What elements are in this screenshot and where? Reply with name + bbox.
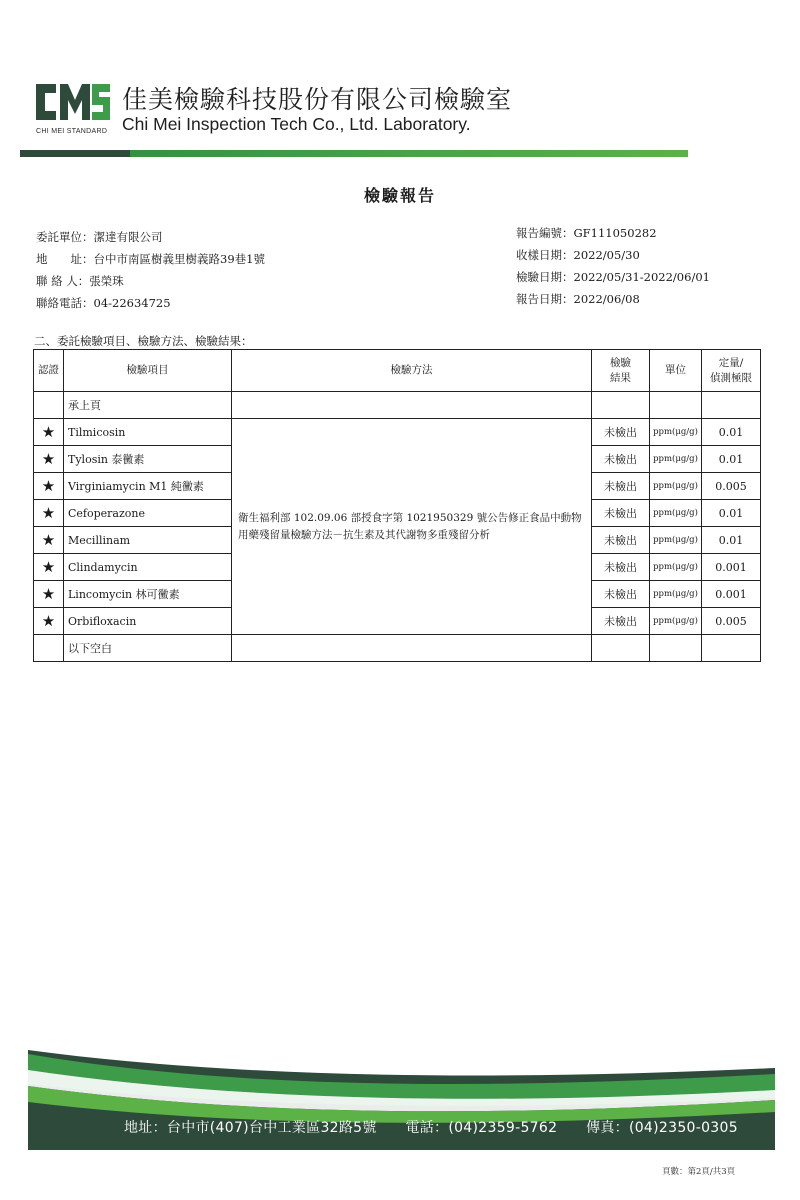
logo-subtitle: CHI MEI STANDARD <box>36 128 108 135</box>
test-date: 檢驗日期：2022/05/31-2022/06/01 <box>516 270 710 284</box>
continued-label: 承上頁 <box>64 392 232 419</box>
footer-address: 地址：台中市(407)台中工業區32路5號 <box>124 1120 377 1136</box>
detection-limit: 0.005 <box>702 473 761 500</box>
company-logo-icon <box>34 78 112 126</box>
footer-phone: 電話：(04)2359-5762 <box>405 1120 558 1136</box>
test-unit: ppm(μg/g) <box>650 419 702 446</box>
company-name-english: Chi Mei Inspection Tech Co., Ltd. Laboratory. <box>122 114 471 134</box>
test-result: 未檢出 <box>592 419 650 446</box>
test-item: Clindamycin <box>64 554 232 581</box>
client-phone: 聯絡電話：04-22634725 <box>36 296 171 310</box>
test-result: 未檢出 <box>592 608 650 635</box>
test-item: Tylosin 泰黴素 <box>64 446 232 473</box>
header-unit: 單位 <box>650 350 702 392</box>
detection-limit: 0.001 <box>702 581 761 608</box>
test-unit: ppm(μg/g) <box>650 527 702 554</box>
header-limit: 定量/ 偵測極限 <box>702 350 761 392</box>
report-info <box>516 222 710 310</box>
detection-limit: 0.01 <box>702 527 761 554</box>
header-result: 檢驗 結果 <box>592 350 650 392</box>
detection-limit: 0.001 <box>702 554 761 581</box>
test-unit: ppm(μg/g) <box>650 500 702 527</box>
test-item: Tilmicosin <box>64 419 232 446</box>
header-cert: 認證 <box>34 350 64 392</box>
test-item: Virginiamycin M1 純黴素 <box>64 473 232 500</box>
accreditation-star-icon: ★ <box>34 446 64 473</box>
test-item: Mecillinam <box>64 527 232 554</box>
detection-limit: 0.005 <box>702 608 761 635</box>
results-table <box>33 349 761 662</box>
test-unit: ppm(μg/g) <box>650 473 702 500</box>
client-address: 地 址：台中市南區樹義里樹義路39巷1號 <box>36 252 265 266</box>
table-row <box>34 419 761 446</box>
footer-contact <box>124 1117 762 1137</box>
test-result: 未檢出 <box>592 500 650 527</box>
test-unit: ppm(μg/g) <box>650 608 702 635</box>
accreditation-star-icon: ★ <box>34 527 64 554</box>
report-title: 檢驗報告 <box>363 186 436 205</box>
test-unit: ppm(μg/g) <box>650 446 702 473</box>
test-result: 未檢出 <box>592 527 650 554</box>
test-result: 未檢出 <box>592 554 650 581</box>
test-method: 衛生福利部 102.09.06 部授食字第 1021950329 號公告修正食品中動物用藥殘留量檢驗方法－抗生素及其代謝物多重殘留分析 <box>232 419 592 635</box>
test-result: 未檢出 <box>592 581 650 608</box>
report-number: 報告編號：GF111050282 <box>516 226 657 240</box>
accreditation-star-icon: ★ <box>34 554 64 581</box>
end-label: 以下空白 <box>64 635 232 662</box>
test-result: 未檢出 <box>592 446 650 473</box>
accreditation-star-icon: ★ <box>34 500 64 527</box>
client-unit: 委託單位：潔達有限公司 <box>36 230 163 244</box>
test-item: Cefoperazone <box>64 500 232 527</box>
accreditation-star-icon: ★ <box>34 581 64 608</box>
client-contact: 聯 絡 人：張榮珠 <box>36 274 124 288</box>
footer-fax: 傳真：(04)2350-0305 <box>586 1120 738 1136</box>
accreditation-star-icon: ★ <box>34 419 64 446</box>
client-info <box>36 226 265 314</box>
received-date: 收樣日期：2022/05/30 <box>516 248 640 262</box>
header-method: 檢驗方法 <box>232 350 592 392</box>
test-unit: ppm(μg/g) <box>650 581 702 608</box>
section-title: 二、委託檢驗項目、檢驗方法、檢驗結果： <box>34 334 253 348</box>
accreditation-star-icon: ★ <box>34 473 64 500</box>
detection-limit: 0.01 <box>702 419 761 446</box>
header-divider-accent <box>20 150 130 157</box>
header-item: 檢驗項目 <box>64 350 232 392</box>
report-date: 報告日期：2022/06/08 <box>516 292 640 306</box>
detection-limit: 0.01 <box>702 446 761 473</box>
test-result: 未檢出 <box>592 473 650 500</box>
detection-limit: 0.01 <box>702 500 761 527</box>
test-unit: ppm(μg/g) <box>650 554 702 581</box>
test-item: Lincomycin 林可黴素 <box>64 581 232 608</box>
accreditation-star-icon: ★ <box>34 608 64 635</box>
company-name-chinese: 佳美檢驗科技股份有限公司檢驗室 <box>122 85 513 114</box>
table-row-continued <box>34 392 761 419</box>
page-number: 頁數：第2頁/共3頁 <box>662 1167 736 1177</box>
test-item: Orbifloxacin <box>64 608 232 635</box>
table-row-end <box>34 635 761 662</box>
table-header-row <box>34 350 761 392</box>
